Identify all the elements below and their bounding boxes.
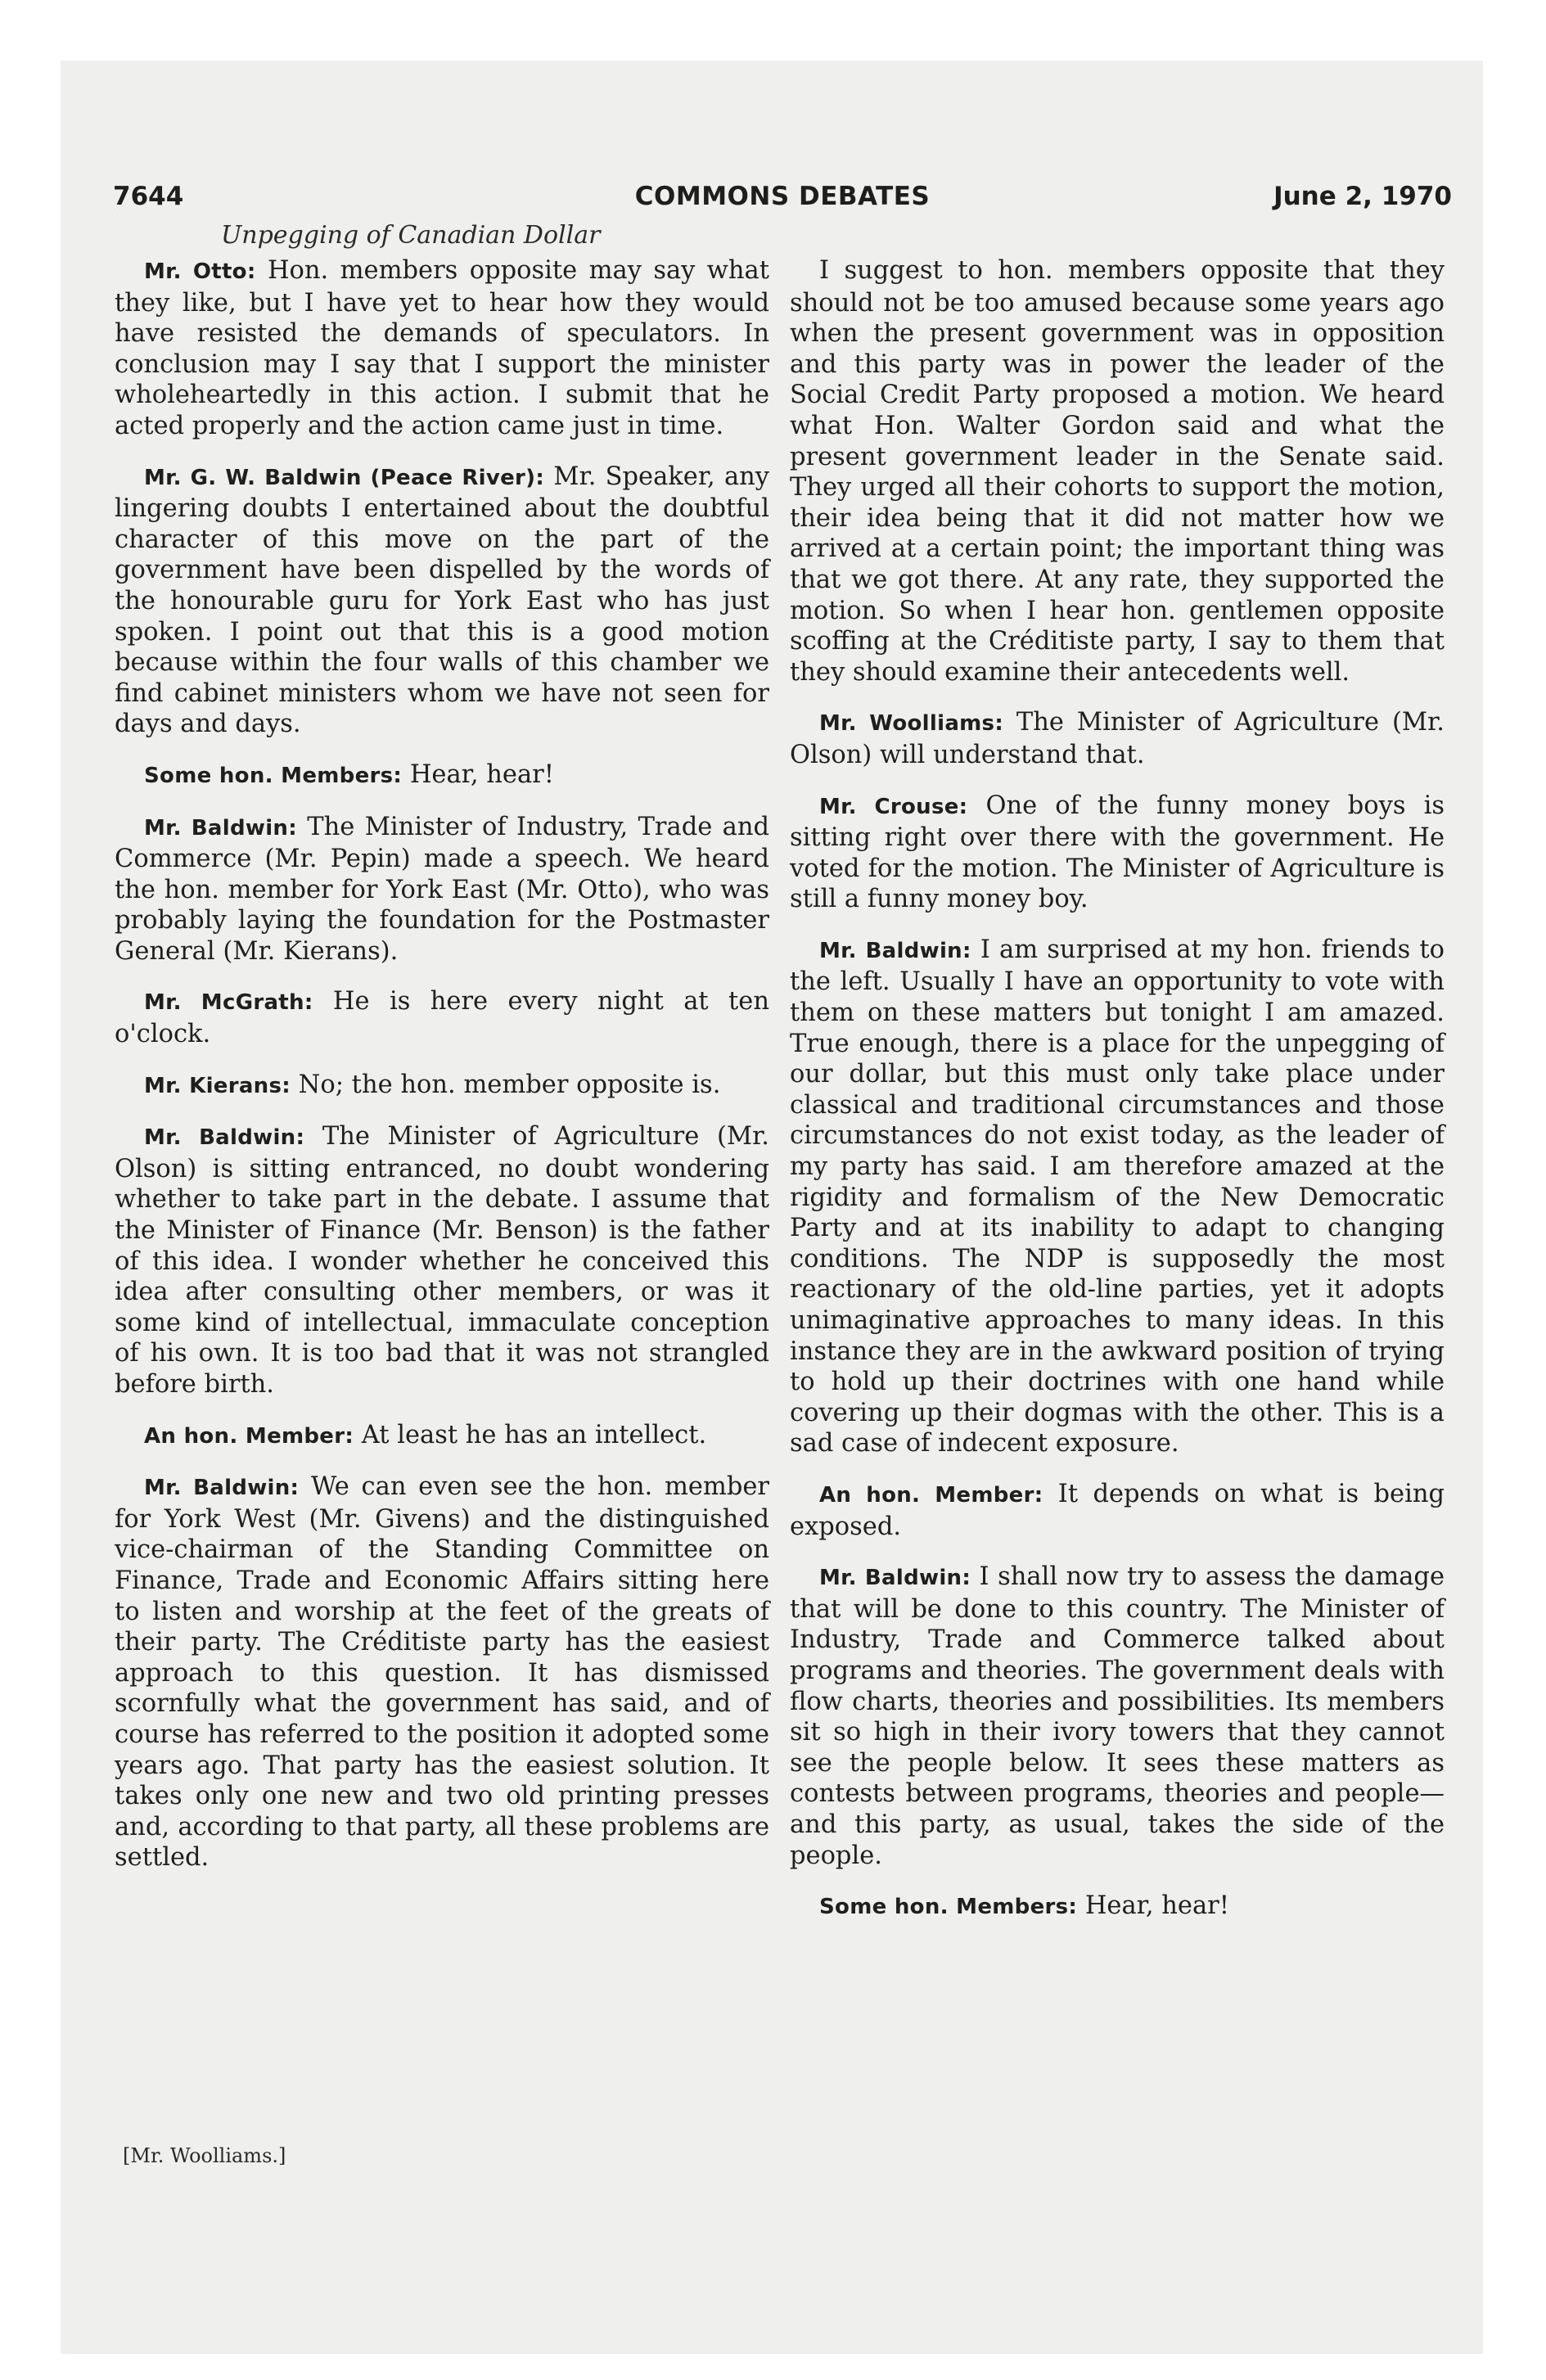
left-column [115,255,769,1893]
speaker-name: An hon. Member: [819,1482,1043,1508]
speaker-name: Mr. Crouse: [819,794,968,819]
speech-text: The Minister of Agriculture (Mr. Olson) will understand that. [790,708,1445,769]
speech-paragraph [790,707,1445,770]
speech-text: Hon. members opposite may say what they like, but I have yet to hear how they would have resisted the demands of speculators. In conclusion may I say that I support the minister wholeheartedly in this action. I submit that he acted properly and the action came just in time. [115,256,769,440]
speech-text: Hear, hear! [402,760,554,789]
speaker-name: Mr. Baldwin: [819,1566,971,1591]
speech-paragraph [115,760,769,792]
speech-text: At least he has an intellect. [354,1420,707,1449]
speaker-name: Mr. Woolliams: [819,711,1004,737]
speech-text: I am surprised at my hon. friends to the left. Usually I have an opportunity to vote with them on these matters but tonight I am amazed. True enough, there is a place for the unpegging of our dollar, but this must only take place under classical and traditional circumstances and those circumstances do not exist today, as the leader of my party has said. I am therefore amazed at the rigidity and formalism of the New Democratic Party and at its inability to adapt to changing conditions. The NDP is supposedly the most reactionary of the old-line parties, yet it adopts unimaginative approaches to many ideas. In this instance they are in the awkward position of trying to hold up their doctrines with one hand while covering up their dogmas with the other. This is a sad case of indecent exposure. [790,935,1445,1458]
page-number: 7644 [113,182,184,211]
speech-paragraph [115,986,769,1049]
speaker-name: Mr. McGrath: [144,990,313,1016]
speech-text: One of the funny money boys is sitting right over there with the government. He voted for the motion. The Minister of Agriculture is still a funny money boy. [790,791,1445,914]
speaker-name: Mr. Baldwin: [144,1125,305,1151]
speech-text: He is here every night at ten o'clock. [115,987,769,1049]
speech-text: No; the hon. member opposite is. [290,1070,721,1099]
speech-text: It depends on what is being exposed. [790,1479,1445,1541]
speech-text: We can even see the hon. member for York West (Mr. Givens) and the distinguished vice-chairman of the Standing Committee on Finance, Trade and Economic Affairs sitting here to listen and worship at the feet of the greats of their party. The Créditiste party has the easiest approach to this question. It has dismissed scornfully what the government has said, and of course has referred to the position it adopted some years ago. That party has the easiest solution. It takes only one new and two old printing presses and, according to that party, all these problems are settled. [115,1472,769,1873]
debate-subject: Unpegging of Canadian Dollar [221,221,601,250]
speaker-name: Some hon. Members: [144,763,403,788]
speech-text: I shall now try to assess the damage that will be done to this country. The Minister of Industry, Trade and Commerce talked about programs and theories. The government deals with flow charts, theories and possibilities. Its members sit so high in their ivory towers that they cannot see the people below. It sees these matters as contests between programs, theories and people—and this party, as usual, takes the side of the people. [790,1562,1445,1870]
speech-paragraph [115,462,769,740]
speech-text: I suggest to hon. members opposite that they should not be too amused because some years ago when the present government was in opposition and this party was in power the leader of the Social Credit Party proposed a motion. We heard what Hon. Walter Gordon said and what the present government leader in the Senate said. They urged all their cohorts to support the motion, their idea being that it did not matter how we arrived at a certain point; the important thing was that we got there. At any rate, they supported the motion. So when I hear hon. gentlemen opposite scoffing at the Créditiste party, I say to them that they should examine their antecedents well. [790,256,1445,687]
speech-paragraph [790,255,1445,687]
page-header [113,182,1452,218]
speech-paragraph [790,1479,1445,1542]
speech-paragraph [115,1070,769,1102]
speech-paragraph [115,1420,769,1453]
speaker-name: Mr. G. W. Baldwin (Peace River): [144,465,545,490]
speech-paragraph [790,935,1445,1459]
speech-paragraph [790,1562,1445,1871]
speech-paragraph [115,1121,769,1400]
speaker-name: An hon. Member: [144,1423,354,1449]
publication-title: COMMONS DEBATES [634,182,931,211]
speech-paragraph [115,255,769,442]
speech-paragraph [115,1472,769,1873]
right-column [790,255,1445,1943]
speaker-name: Mr. Baldwin: [144,815,297,841]
speaker-name: Some hon. Members: [819,1895,1078,1920]
speech-paragraph [790,791,1445,915]
speech-text: The Minister of Industry, Trade and Commerce (Mr. Pepin) made a speech. We heard the hon. member for York East (Mr. Otto), who was probably laying the foundation for the Postmaster General (Mr. Kierans). [115,812,769,966]
speech-text: The Minister of Agriculture (Mr. Olson) is sitting entranced, no doubt wondering whether to take part in the debate. I assume that the Minister of Finance (Mr. Benson) is the father of this idea. I wonder whether he conceived this idea after consulting other members, or was it some kind of intellectual, immaculate conception of his own. It is too bad that it was not strangled before birth. [115,1122,769,1399]
speech-paragraph [115,812,769,967]
speech-text: Hear, hear! [1077,1891,1229,1921]
speech-text: Mr. Speaker, any lingering doubts I entertained about the doubtful character of this move on the part of the government have been dispelled by the words of the honourable guru for York East who has just spoken. I point out that this is a good motion because within the four walls of this chamber we find cabinet ministers whom we have not seen for days and days. [115,462,770,739]
speaker-name: Mr. Baldwin: [144,1476,300,1501]
speaker-name: Mr. Baldwin: [819,938,971,963]
publication-date: June 2, 1970 [1273,182,1452,211]
speech-paragraph [790,1891,1445,1923]
speaker-name: Mr. Otto: [144,259,256,284]
page-footer: [Mr. Woolliams.] [123,2144,286,2167]
speaker-name: Mr. Kierans: [144,1073,291,1098]
